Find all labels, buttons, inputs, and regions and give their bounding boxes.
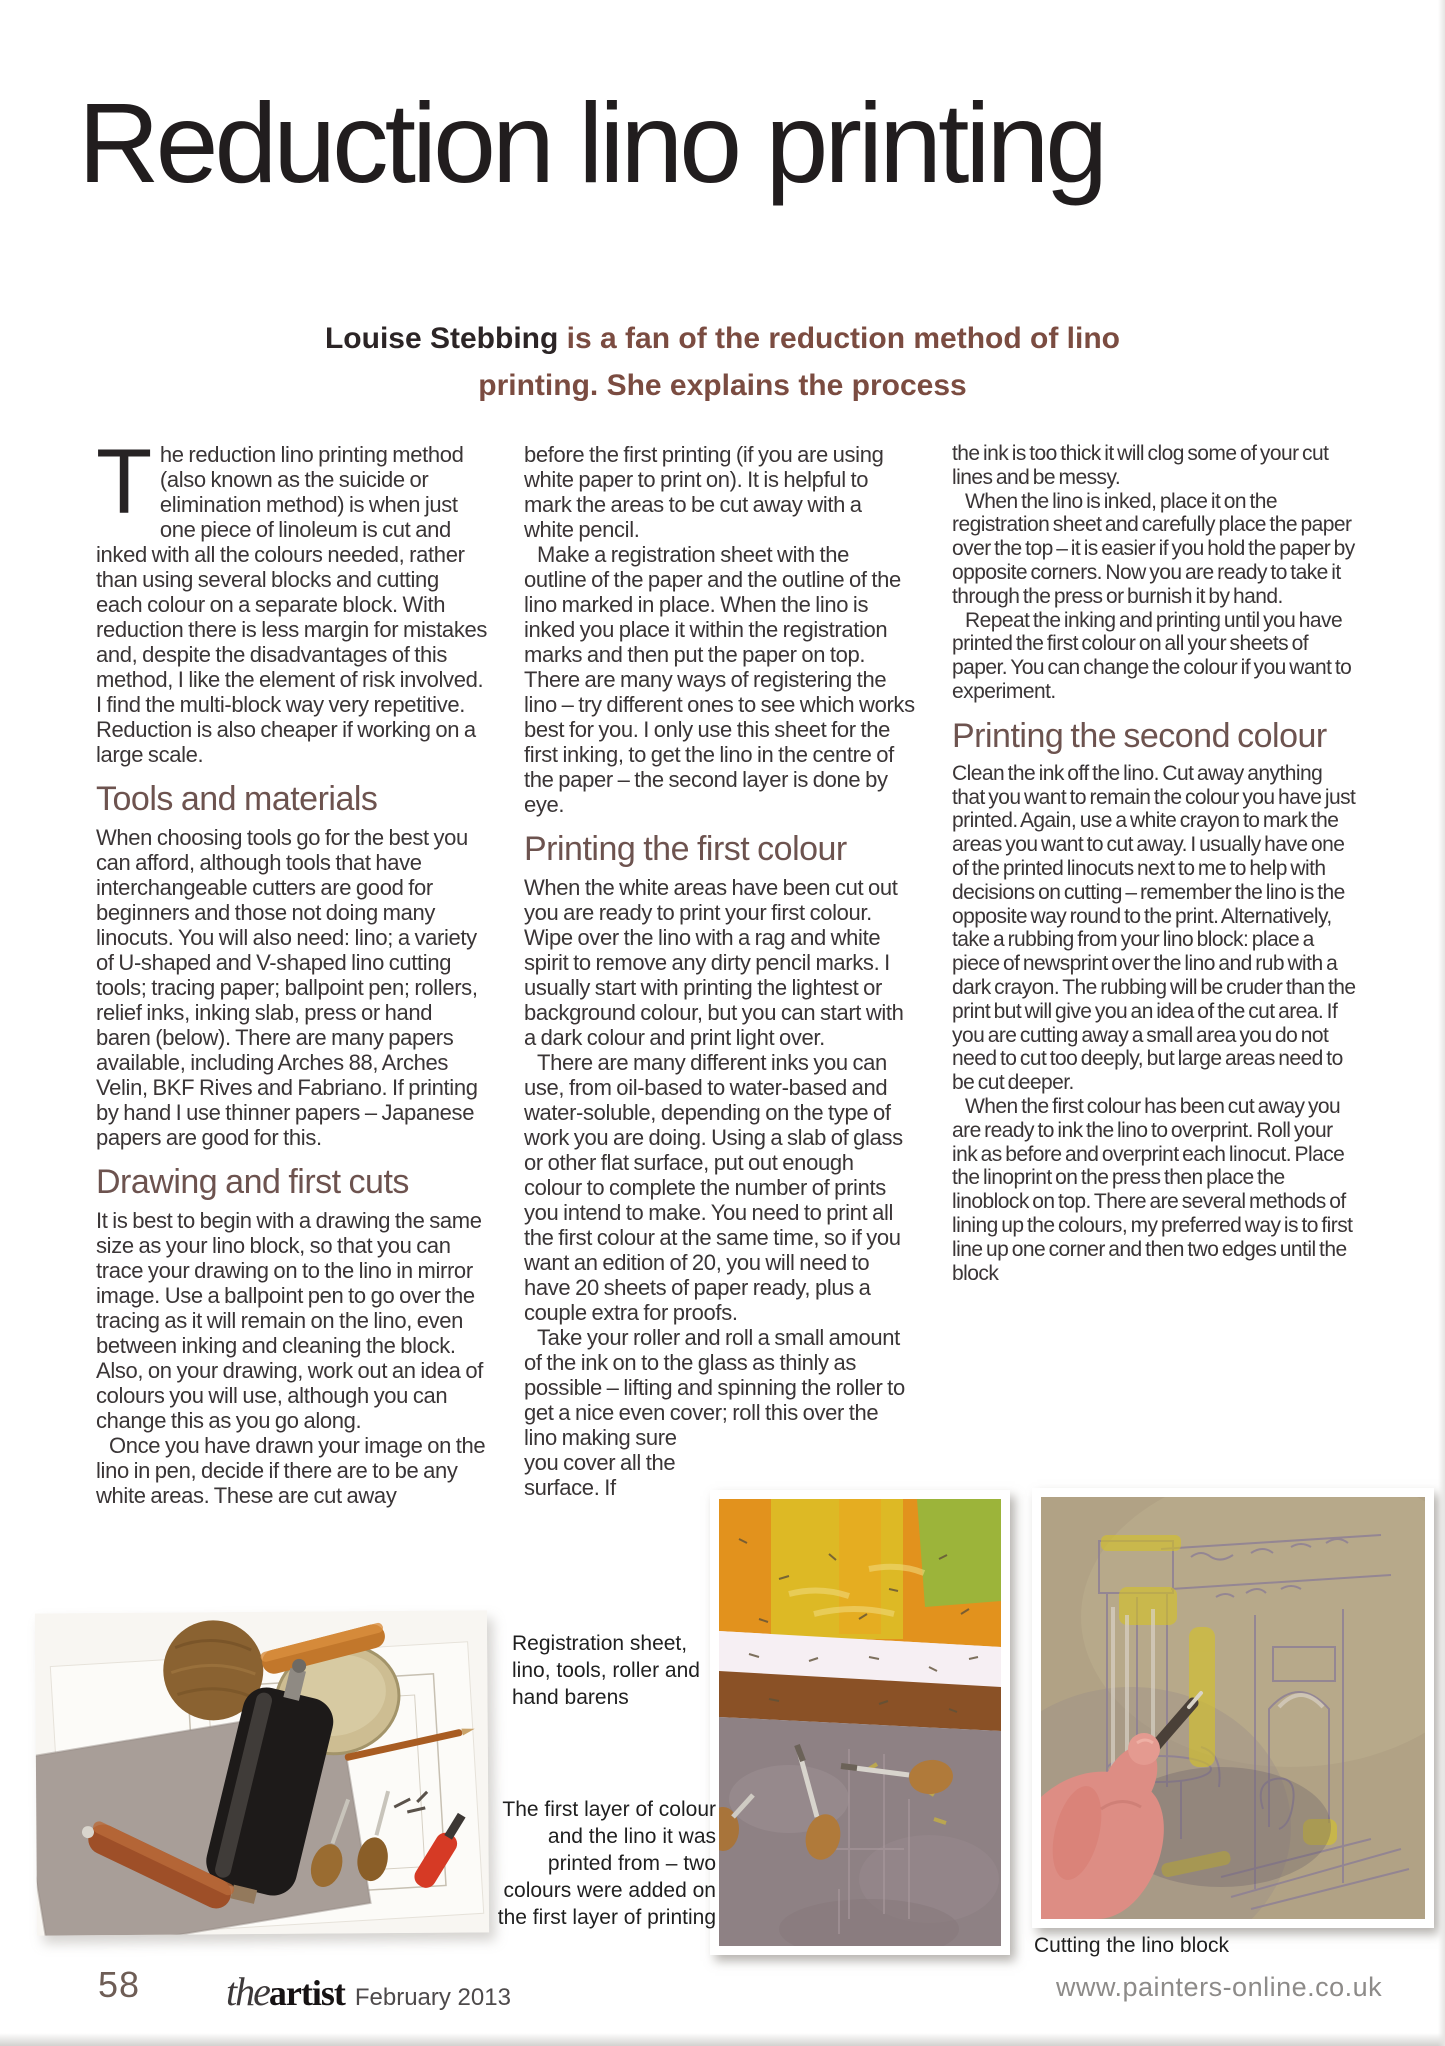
first-layer-photo <box>710 1490 1010 1955</box>
column-3 <box>952 442 1356 1285</box>
caption-tools: Registration sheet, lino, tools, roller and hand barens <box>512 1632 700 1709</box>
body-paragraph: When the white areas have been cut out you are ready to print your first colour. Wipe over the lino with a rag and white spirit to remove any dirty pencil marks. I usually start with printing the lightest or background colour, but you can start with a dark colour and print light over. <box>524 875 904 1050</box>
column-2 <box>524 442 916 1500</box>
byline-text: is a fan of the reduction method of lino printing. She explains the process <box>478 322 1120 402</box>
intro-paragraph <box>96 431 488 767</box>
body-paragraph: When the first colour has been cut away you are ready to ink the lino to overprint. Roll your ink as before and overprint each linocut. Place the linoprint on the press then place the linoblock on top. There are several methods of lining up the colours, my preferred way is to first line up one corner and then two edges until the block <box>952 1094 1353 1285</box>
issue-date: February 2013 <box>354 1984 511 2011</box>
body-paragraph: There are many different inks you can use, from oil-based to water-based and water-soluble, depending on the type of work you are doing. Using a slab of glass or other flat surface, put out enough colour to complete the number of prints you intend to make. You need to print all the first colour at the same time, so if you want an edition of 20, you will need to have 20 sheets of paper ready, plus a couple extra for proofs. <box>524 1050 903 1325</box>
body-paragraph-wrapped: lino making sure you cover all the surface. If <box>524 1425 677 1500</box>
lino-cutting-photo <box>1032 1488 1434 1928</box>
website-url: www.painters-online.co.uk <box>1056 1972 1383 2002</box>
column-1 <box>96 431 488 1508</box>
body-paragraph: the ink is too thick it will clog some of your cut lines and be messy. <box>952 442 1329 489</box>
section-heading-second-colour: Printing the second colour <box>952 716 1327 755</box>
drop-cap: T <box>96 431 152 533</box>
section-heading-drawing: Drawing and first cuts <box>96 1163 409 1201</box>
body-paragraph: Once you have drawn your image on the lino in pen, decide if there are to be any white areas. These are cut away <box>96 1433 486 1508</box>
tools-photo <box>35 1610 489 1935</box>
byline-author: Louise Stebbing <box>324 322 559 355</box>
page-right-edge <box>1438 0 1445 2046</box>
caption-cutting: Cutting the lino block <box>1034 1934 1229 1957</box>
page-number: 58 <box>98 1964 141 2005</box>
byline <box>313 316 1133 409</box>
intro-text: he reduction lino printing method (also known as the suicide or elimination method) is when just one piece of linoleum is cut and inked with all the colours needed, rather than using several blocks and cutting each colour on a separate block. With reduction there is less margin for mistakes and, despite the disadvantages of this method, I like the element of risk involved. I find the multi-block way very repetitive. Reduction is also cheaper if working on a large scale. <box>96 442 487 767</box>
body-paragraph: Make a registration sheet with the outline of the paper and the outline of the lino marked in place. When the lino is inked you place it within the registration marks and then put the paper on top. There are many ways of registering the lino – try different ones to see which works best for you. I only use this sheet for the first inking, to get the lino in the centre of the paper – the second layer is done by eye. <box>524 542 915 817</box>
body-paragraph: It is best to begin with a drawing the same size as your lino block, so that you can trace your drawing on to the lino in mirror image. Use a ballpoint pen to go over the tracing as it will remain on the lino, even between inking and cleaning the block. Also, on your drawing, work out an idea of colours you will use, although you can change this as you go along. <box>96 1208 483 1433</box>
body-paragraph: Take your roller and roll a small amount of the ink on to the glass as thinly as possible – lifting and spinning the roller to get a nice even cover; roll this over the <box>524 1325 905 1425</box>
magazine-logo <box>226 1968 511 2015</box>
first-layer-photo-illustration <box>719 1499 1001 1946</box>
lino-cutting-photo-illustration <box>1041 1497 1425 1919</box>
section-heading-tools: Tools and materials <box>96 780 378 818</box>
caption-first-layer: The first layer of colour and the lino it was printed from – two colours were added on the first layer of printing <box>497 1798 716 1929</box>
body-paragraph: When choosing tools go for the best you can afford, although tools that have interchangeable cutters are good for beginners and those not doing many linocuts. You will also need: lino; a variety of U-shaped and V-shaped lino cutting tools; tracing paper; ballpoint pen; rollers, relief inks, inking slab, press or hand baren (below). There are many papers available, including Arches 88, Arches Velin, BKF Rives and Fabriano. If printing by hand I use thinner papers – Japanese papers are good for this. <box>96 825 478 1150</box>
body-paragraph: Repeat the inking and printing until you have printed the first colour on all your sheets of paper. You can change the colour if you want to experiment. <box>952 608 1352 703</box>
page-title: Reduction lino printing <box>78 80 1105 206</box>
body-paragraph: Clean the ink off the lino. Cut away anything that you want to remain the colour you have just printed. Again, use a white crayon to mark the areas you want to cut away. I usually have one of the printed linocuts next to me to help with decisions on cutting – remember the lino is the opposite way round to the print. Alternatively, take a rubbing from your lino block: place a piece of newsprint over the lino and rub with a dark crayon. The rubbing will be cruder than the print but will give you an idea of the cut area. If you are cutting away a small area you do not need to cut too deeply, but large areas need to be cut deeper. <box>952 761 1356 1095</box>
page-bottom-edge <box>0 2033 1445 2046</box>
body-paragraph: When the lino is inked, place it on the registration sheet and carefully place the paper over the top – it is easier if you hold the paper by opposite corners. Now you are ready to take it through the press or burnish it by hand. <box>952 489 1355 608</box>
magazine-logo-artist: artist <box>268 1973 345 2013</box>
body-paragraph: before the first printing (if you are using white paper to print on). It is helpful to mark the areas to be cut away with a white pencil. <box>524 442 884 542</box>
section-heading-first-colour: Printing the first colour <box>524 830 847 868</box>
magazine-logo-the: the <box>226 1969 269 2014</box>
tools-photo-illustration <box>35 1610 489 1935</box>
